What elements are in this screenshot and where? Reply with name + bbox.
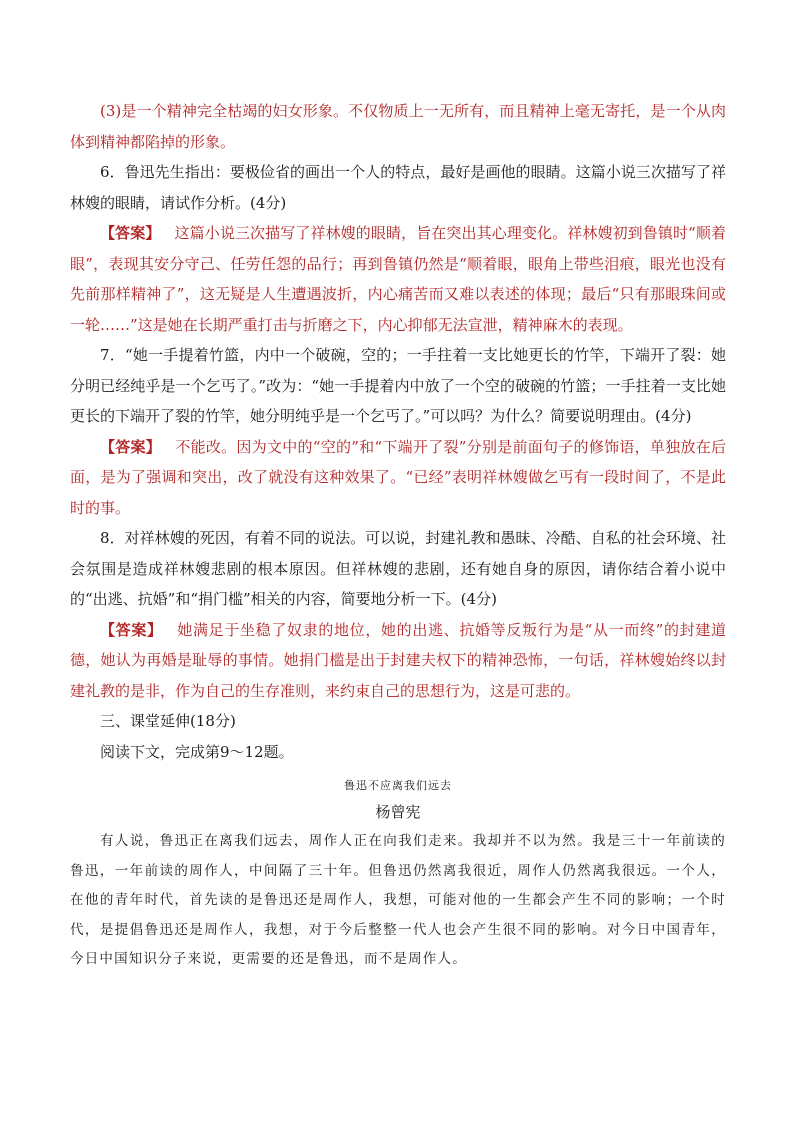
analysis-point-3: (3)是一个精神完全枯竭的妇女形象。不仅物质上一无所有，而且精神上毫无寄托，是一个从肉体到精神都陷掉的形象。 xyxy=(70,102,726,151)
question-6: 6．鲁迅先生指出：要极俭省的画出一个人的特点，最好是画他的眼睛。这篇小说三次描写了祥林嫂的眼睛，请试作分析。(4分) xyxy=(70,163,726,212)
answer-6 xyxy=(70,218,726,340)
reading-article xyxy=(70,775,726,975)
answer-label: 【答案】 xyxy=(100,224,161,242)
answer-6-text: 这篇小说三次描写了祥林嫂的眼睛，旨在突出其心理变化。祥林嫂初到鲁镇时“顺着眼”，表现其安分守己、任劳任怨的品行；再到鲁镇仍然是“顺着眼，眼角上带些泪痕，眼光也没有先前那样精神了”，这无疑是人生遭遇波折，内心痛苦而又难以表述的体现；最后“只有那眼珠间或一轮……”这是她在长期严重打击与折磨之下，内心抑郁无法宣泄，精神麻木的表现。 xyxy=(70,224,726,334)
answer-7 xyxy=(70,432,726,524)
article-author: 杨曾宪 xyxy=(375,803,421,821)
answer-7-text: 不能改。因为文中的“空的”和“下端开了裂”分别是前面句子的修饰语，单独放在后面，是为了强调和突出，改了就没有这种效果了。“已经”表明祥林嫂做乞丐有一段时间了，不是此时的事。 xyxy=(70,437,726,517)
answer-8 xyxy=(70,615,726,707)
answer-8-text: 她满足于坐稳了奴隶的地位，她的出逃、抗婚等反叛行为是“从一而终”的封建道德，她认为再婚是耻辱的事情。她捐门槛是出于封建夫权下的精神恐怖，一句话，祥林嫂始终以封建礼教的是非，作为自己的生存准则，来约束自己的思想行为，这是可悲的。 xyxy=(70,620,726,700)
question-8: 8．对祥林嫂的死因，有着不同的说法。可以说，封建礼教和愚昧、冷酷、自私的社会环境、社会氛围是造成祥林嫂悲剧的根本原因。但祥林嫂的悲剧，还有她自身的原因，请你结合着小说中的“出逃、抗婚”和“捐门槛”相关的内容，简要地分析一下。(4分) xyxy=(70,529,726,608)
answer-label: 【答案】 xyxy=(100,437,162,456)
document-page xyxy=(70,96,726,975)
question-7: 7．“她一手提着竹篮，内中一个破碗，空的；一手拄着一支比她更长的竹竿，下端开了裂：她分明已经纯乎是一个乞丐了。”改为：“她一手提着内中放了一个空的破碗的竹篮；一手拄着一支比她更长的下端开了裂的竹竿，她分明纯乎是一个乞丐了。”可以吗？为什么？简要说明理由。(4分) xyxy=(70,346,726,425)
article-paragraph: 有人说，鲁迅正在离我们远去，周作人正在向我们走来。我却并不以为然。我是三十一年前读的鲁迅，一年前读的周作人，中间隔了三十年。但鲁迅仍然离我很近，周作人仍然离我很远。一个人，在他的青年时代，首先读的是鲁迅还是周作人，我想，可能对他的一生都会产生不同的影响；一个时代，是提倡鲁迅还是周作人，我想，对于今后整整一代人也会产生很不同的影响。对今日中国青年，今日中国知识分子来说，更需要的还是鲁迅，而不是周作人。 xyxy=(70,833,726,967)
answer-label: 【答案】 xyxy=(100,620,163,639)
section-heading: 三、课堂延伸(18分) xyxy=(100,712,236,730)
article-title: 鲁迅不应离我们远去 xyxy=(344,779,452,792)
reading-instruction: 阅读下文，完成第9～12题。 xyxy=(100,742,294,761)
